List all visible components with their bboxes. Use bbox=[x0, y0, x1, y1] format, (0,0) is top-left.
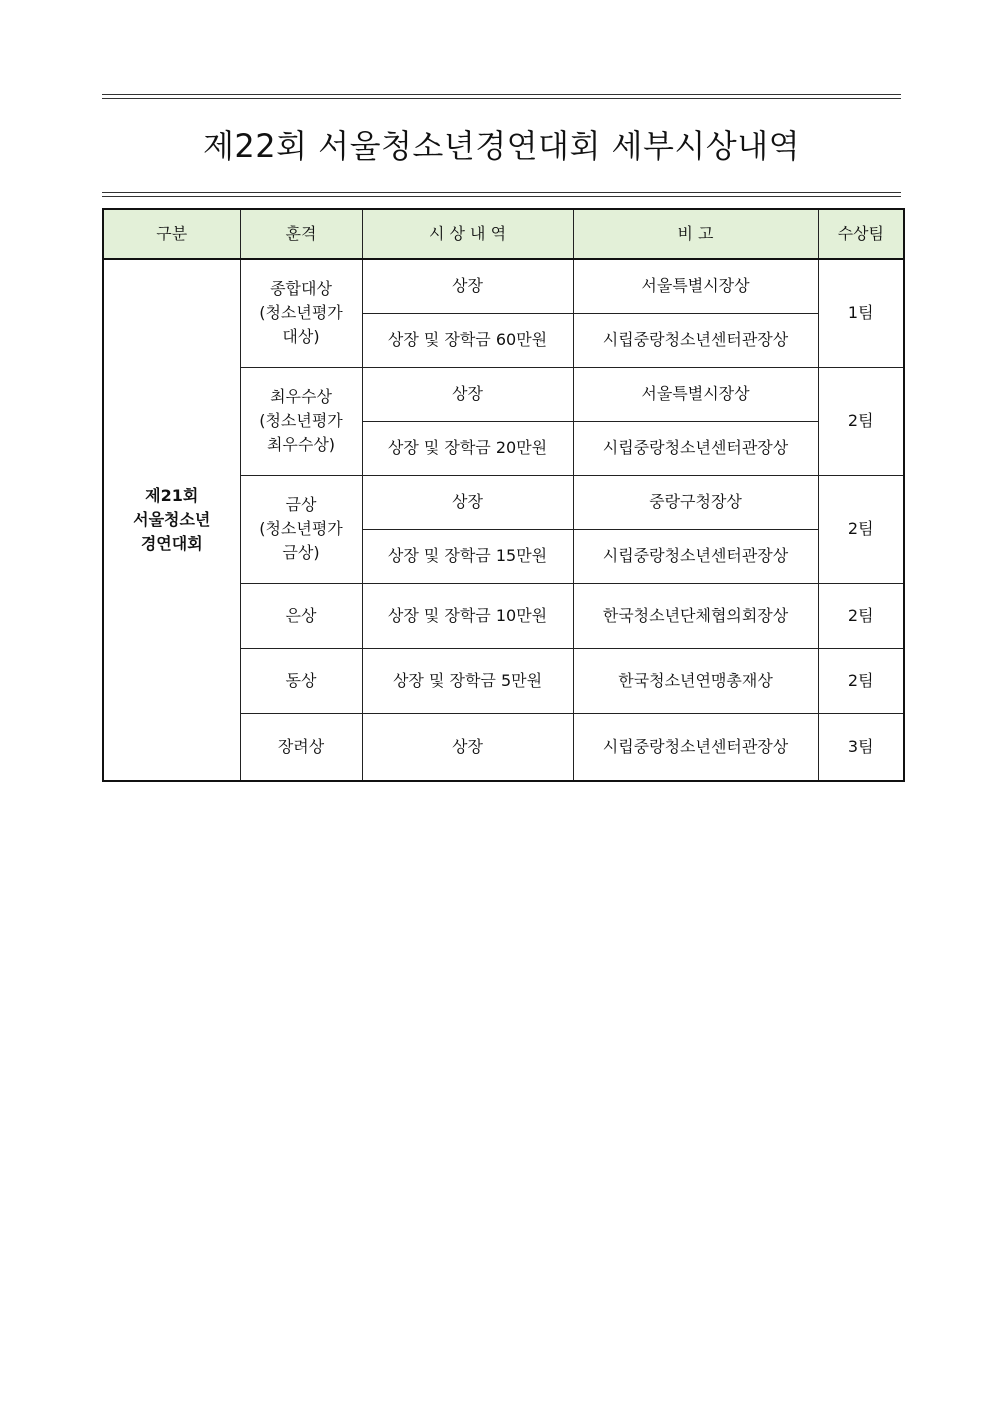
award-name-cell bbox=[240, 475, 362, 583]
header-teams: 수상팀 bbox=[818, 209, 904, 259]
note-cell: 시립중랑청소년센터관장상 bbox=[573, 421, 818, 475]
award-name-line: (청소년평가 bbox=[259, 519, 343, 538]
prize-cell: 상장 및 장학금 10만원 bbox=[362, 583, 573, 648]
note-cell: 시립중랑청소년센터관장상 bbox=[573, 529, 818, 583]
note-cell: 서울특별시장상 bbox=[573, 259, 818, 313]
title-top-rule bbox=[102, 94, 901, 99]
award-name-line: 대상) bbox=[282, 327, 320, 347]
prize-cell: 상장 bbox=[362, 713, 573, 781]
prize-cell: 상장 bbox=[362, 259, 573, 313]
note-cell: 한국청소년연맹총재상 bbox=[573, 648, 818, 713]
award-table bbox=[102, 208, 905, 782]
header-award: 훈격 bbox=[240, 209, 362, 259]
teams-cell: 2팀 bbox=[818, 648, 904, 713]
award-name-line: 최우수상) bbox=[266, 435, 336, 454]
note-cell: 중랑구청장상 bbox=[573, 475, 818, 529]
award-name-cell: 장려상 bbox=[240, 713, 362, 781]
teams-cell: 2팀 bbox=[818, 475, 904, 583]
table-row bbox=[103, 259, 904, 313]
note-cell: 시립중랑청소년센터관장상 bbox=[573, 713, 818, 781]
category-line: 서울청소년 bbox=[133, 510, 211, 529]
award-name-line: 금상 bbox=[285, 495, 317, 514]
teams-cell: 1팀 bbox=[818, 259, 904, 367]
table-header-row bbox=[103, 209, 904, 259]
teams-cell: 3팀 bbox=[818, 713, 904, 781]
award-name-cell: 동상 bbox=[240, 648, 362, 713]
title-bottom-rule bbox=[102, 192, 901, 197]
header-category: 구분 bbox=[103, 209, 240, 259]
category-line: 경연대회 bbox=[140, 534, 203, 553]
header-note: 비 고 bbox=[573, 209, 818, 259]
award-name-line: (청소년평가 bbox=[259, 411, 343, 430]
award-name-line: 종합대상 bbox=[270, 279, 332, 299]
teams-cell: 2팀 bbox=[818, 367, 904, 475]
prize-cell: 상장 및 장학금 5만원 bbox=[362, 648, 573, 713]
teams-cell: 2팀 bbox=[818, 583, 904, 648]
prize-cell: 상장 및 장학금 20만원 bbox=[362, 421, 573, 475]
prize-cell: 상장 및 장학금 60만원 bbox=[362, 313, 573, 367]
note-cell: 서울특별시장상 bbox=[573, 367, 818, 421]
note-cell: 한국청소년단체협의회장상 bbox=[573, 583, 818, 648]
award-name-line: 최우수상 bbox=[270, 387, 332, 406]
document-title: 제22회 서울청소년경연대회 세부시상내역 bbox=[202, 127, 801, 165]
award-name-cell bbox=[240, 259, 362, 367]
prize-cell: 상장 bbox=[362, 367, 573, 421]
award-name-cell bbox=[240, 367, 362, 475]
category-line: 제21회 bbox=[145, 486, 199, 505]
category-cell bbox=[103, 259, 240, 781]
award-name-line: 금상) bbox=[282, 543, 320, 562]
note-cell: 시립중랑청소년센터관장상 bbox=[573, 313, 818, 367]
header-prize: 시 상 내 역 bbox=[362, 209, 573, 259]
award-name-line: (청소년평가 bbox=[259, 303, 343, 323]
prize-cell: 상장 및 장학금 15만원 bbox=[362, 529, 573, 583]
prize-cell: 상장 bbox=[362, 475, 573, 529]
award-name-cell: 은상 bbox=[240, 583, 362, 648]
